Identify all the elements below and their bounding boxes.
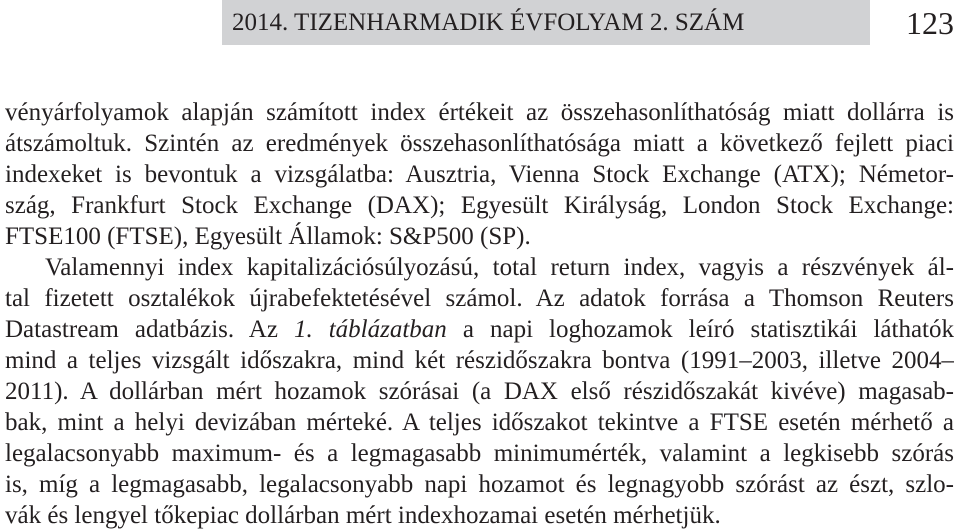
body-text-line: vényárfolyamok alapján számított index értékeit az összehasonlíthatóság miatt dollárra is xyxy=(5,99,954,126)
paragraph xyxy=(5,252,954,531)
body-text-line: bak, mint a helyi devizában mérteké. A teljes időszakot tekintve a FTSE esetén mérhető a xyxy=(5,409,954,436)
body-text-line: 2011). A dollárban mért hozamok szórásai (a DAX első részidőszakát kivéve) magasab- xyxy=(5,378,954,405)
body-text-line: FTSE100 (FTSE), Egyesült Államok: S&P500 (SP). xyxy=(5,223,531,250)
body-text-line: indexeket is bevontuk a vizsgálatba: Ausztria, Vienna Stock Exchange (ATX); Németor- xyxy=(5,161,954,188)
text-segment: Datastream adatbázis. Az xyxy=(5,316,294,343)
body-text xyxy=(5,97,954,531)
running-header xyxy=(222,0,870,45)
journal-issue-title: 2014. TIZENHARMADIK ÉVFOLYAM 2. SZÁM xyxy=(232,9,745,36)
body-text-line xyxy=(5,314,954,345)
paragraph xyxy=(5,97,954,252)
table-reference: 1. táblázatban xyxy=(293,316,447,343)
text-segment: a napi loghozamok leíró statisztikái láthatók xyxy=(446,316,954,343)
body-text-line: szág, Frankfurt Stock Exchange (DAX); Egyesült Királyság, London Stock Exchange: xyxy=(5,192,954,219)
body-text-line: legalacsonyabb maximum- és a legmagasabb minimumérték, valamint a legkisebb szórás xyxy=(5,440,954,467)
page-number: 123 xyxy=(906,5,954,41)
body-text-line: tal fizetett osztalékok újrabefektetésével számol. Az adatok forrása a Thomson Reuters xyxy=(5,285,954,312)
body-text-line: mind a teljes vizsgált időszakra, mind két részidőszakra bontva (1991–2003, illetve 2004– xyxy=(5,347,954,374)
body-text-line: vák és lengyel tőkepiac dollárban mért indexhozamai esetén mérhetjük. xyxy=(5,502,721,529)
body-text-line: átszámoltuk. Szintén az eredmények összehasonlíthatósága miatt a következő fejlett piaci xyxy=(5,130,954,157)
body-text-line: is, míg a legmagasabb, legalacsonyabb napi hozamot és legnagyobb szórást az észt, szlo- xyxy=(5,471,954,498)
body-text-line: Valamennyi index kapitalizációsúlyozású, total return index, vagyis a részvények ál- xyxy=(45,254,954,281)
